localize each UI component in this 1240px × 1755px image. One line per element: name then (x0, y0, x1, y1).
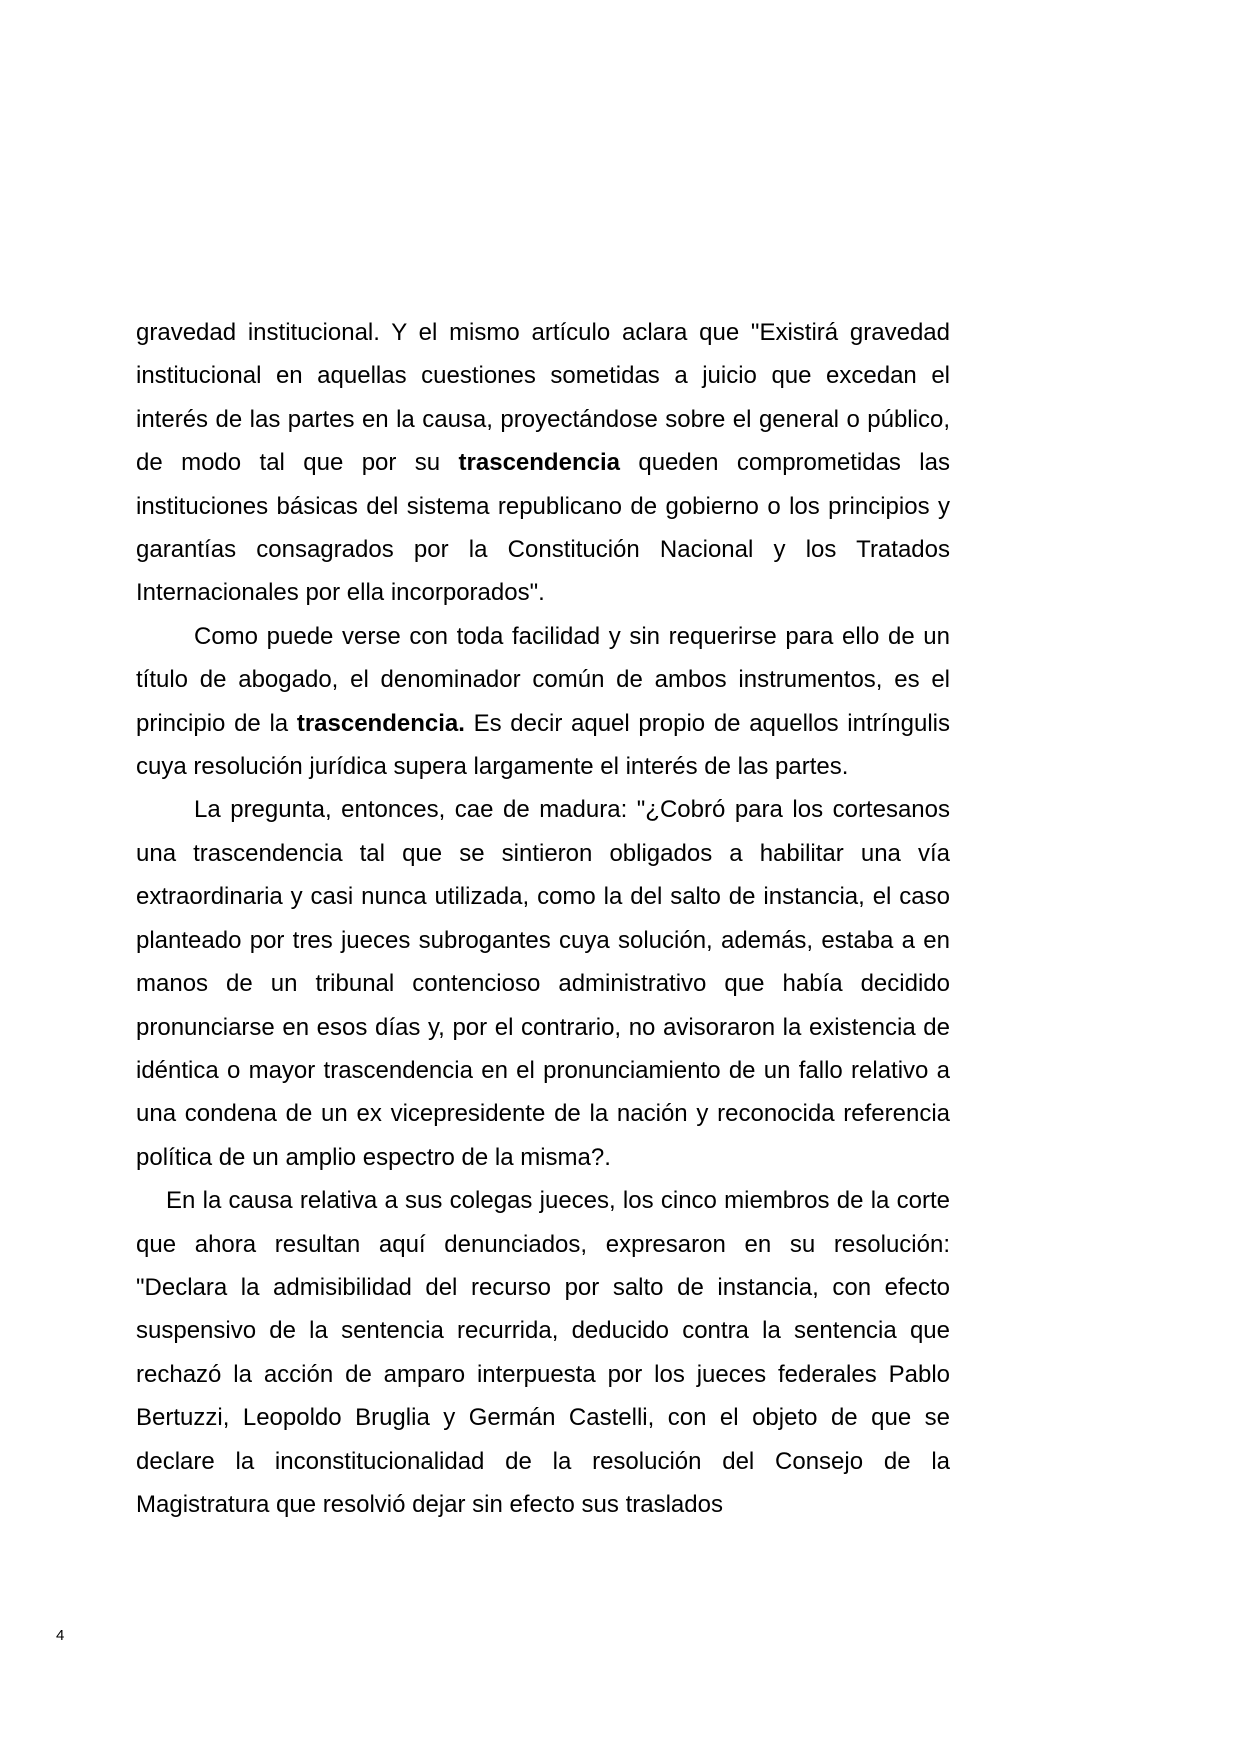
paragraph-4-run-1: En la causa relativa a sus colegas jueces, los cinco miembros de la corte que ahora resultan aquí denunciados, expresaron en su resolución: "Declara la admisibilidad del recurso por salto de instancia, con efecto suspensivo de la sentencia recurrida, deducido contra la sentencia que rechazó la acción de amparo interpuesta por los jueces federales Pablo Bertuzzi, Leopoldo Bruglia y Germán Castelli, con el objeto de que se declare la inconstitucionalidad de la resolución del Consejo de la Magistratura que resolvió dejar sin efecto sus traslados (136, 1187, 950, 1518)
paragraph-1-run-1: gravedad institucional. Y el mismo artículo aclara que "Existirá gravedad institucional en aquellas cuestiones sometidas a juicio que excedan el interés de las partes en la causa, proyectándose sobre el general o público, de modo tal que por su (136, 319, 950, 477)
emphasis-trascendencia: trascendencia (458, 449, 620, 477)
paragraph-1-run-3: queden comprometidas las instituciones básicas del sistema republicano de gobierno o los principios y garantías consagrados por la Constitución Nacional y los Tratados Internacionales por ella incorporados". (136, 449, 950, 607)
paragraph-4 (136, 1179, 950, 1526)
document-body (136, 311, 950, 1526)
paragraph-3-run-1: La pregunta, entonces, cae de madura: "¿Cobró para los cortesanos una trascendencia tal que se sintieron obligados a habilitar una vía extraordinaria y casi nunca utilizada, como la del salto de instancia, el caso planteado por tres jueces subrogantes cuya solución, además, estaba a en manos de un tribunal contencioso administrativo que había decidido pronunciarse en esos días y, por el contrario, no avisoraron la existencia de idéntica o mayor trascendencia en el pronunciamiento de un fallo relativo a una condena de un ex vicepresidente de la nación y reconocida referencia política de un amplio espectro de la misma?. (136, 796, 950, 1171)
paragraph-2 (136, 615, 950, 789)
page-number: 4 (56, 1627, 65, 1644)
paragraph-2-run-1: Como puede verse con toda facilidad y sin requerirse para ello de un título de abogado, el denominador común de ambos instrumentos, es el principio de la (136, 622, 950, 737)
paragraph-3 (136, 788, 950, 1179)
emphasis-trascendencia: trascendencia. (296, 709, 465, 737)
paragraph-1 (136, 311, 950, 615)
paragraph-2-run-3: Es decir aquel propio de aquellos intríngulis cuya resolución jurídica supera largamente el interés de las partes. (136, 709, 951, 781)
